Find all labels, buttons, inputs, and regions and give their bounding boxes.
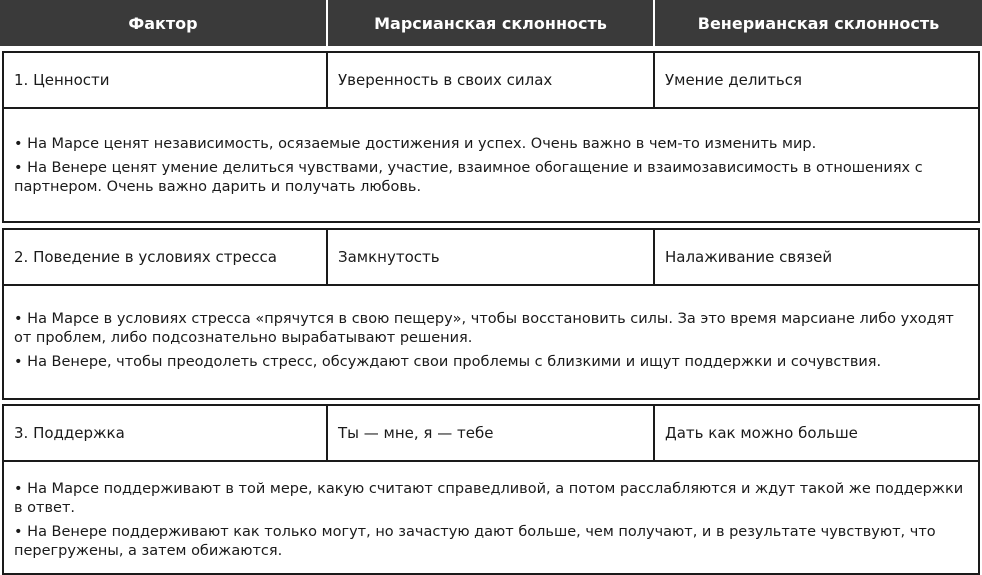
factor-cell: 2. Поведение в условиях стресса [4, 230, 328, 284]
description [4, 462, 978, 561]
table-row [4, 230, 978, 286]
bullet-mars: • На Марсе поддерживают в той мере, какую считают справедливой, а потом расслабляются и ждут такой же поддержки в ответ. [14, 481, 964, 516]
mars-cell: Ты — мне, я — тебе [328, 406, 655, 460]
table-row [4, 53, 978, 109]
header-mars: Марсианская склонность [328, 0, 655, 46]
section-values [2, 51, 980, 223]
header-venus: Венерианская склонность [697, 13, 940, 33]
bullet-mars: • На Марсе ценят независимость, осязаемые достижения и успех. Очень важно в чем-то изменить мир. [14, 136, 817, 152]
mars-cell: Замкнутость [328, 230, 655, 284]
venus-cell: Дать как можно больше [665, 424, 858, 442]
venus-cell: Умение делиться [665, 71, 803, 89]
bullet-venus: • На Венере ценят умение делиться чувствами, участие, взаимное обогащение и взаимозависимость в отношениях с партнером. Очень важно дарить и получать любовь. [14, 160, 923, 195]
description [4, 109, 978, 197]
section-stress [2, 228, 980, 400]
bullet-venus: • На Венере поддерживают как только могут, но зачастую дают больше, чем получают, и в результате чувствуют, что перегружены, а затем обижаются. [14, 524, 936, 559]
table-header [0, 0, 982, 46]
factor-cell: 3. Поддержка [4, 406, 328, 460]
mars-cell: Уверенность в своих силах [328, 53, 655, 107]
bullet-venus: • На Венере, чтобы преодолеть стресс, обсуждают свои проблемы с близкими и ищут поддержки и сочувствия. [14, 354, 882, 370]
description [4, 286, 978, 372]
venus-cell: Налаживание связей [665, 248, 833, 266]
bullet-mars: • На Марсе в условиях стресса «прячутся в свою пещеру», чтобы восстановить силы. За это время марсиане либо уходят от проблем, либо подсознательно вырабатывают решения. [14, 311, 954, 346]
section-support [2, 404, 980, 575]
header-factor: Фактор [0, 0, 328, 46]
table-row [4, 406, 978, 462]
factor-cell: 1. Ценности [4, 53, 328, 107]
